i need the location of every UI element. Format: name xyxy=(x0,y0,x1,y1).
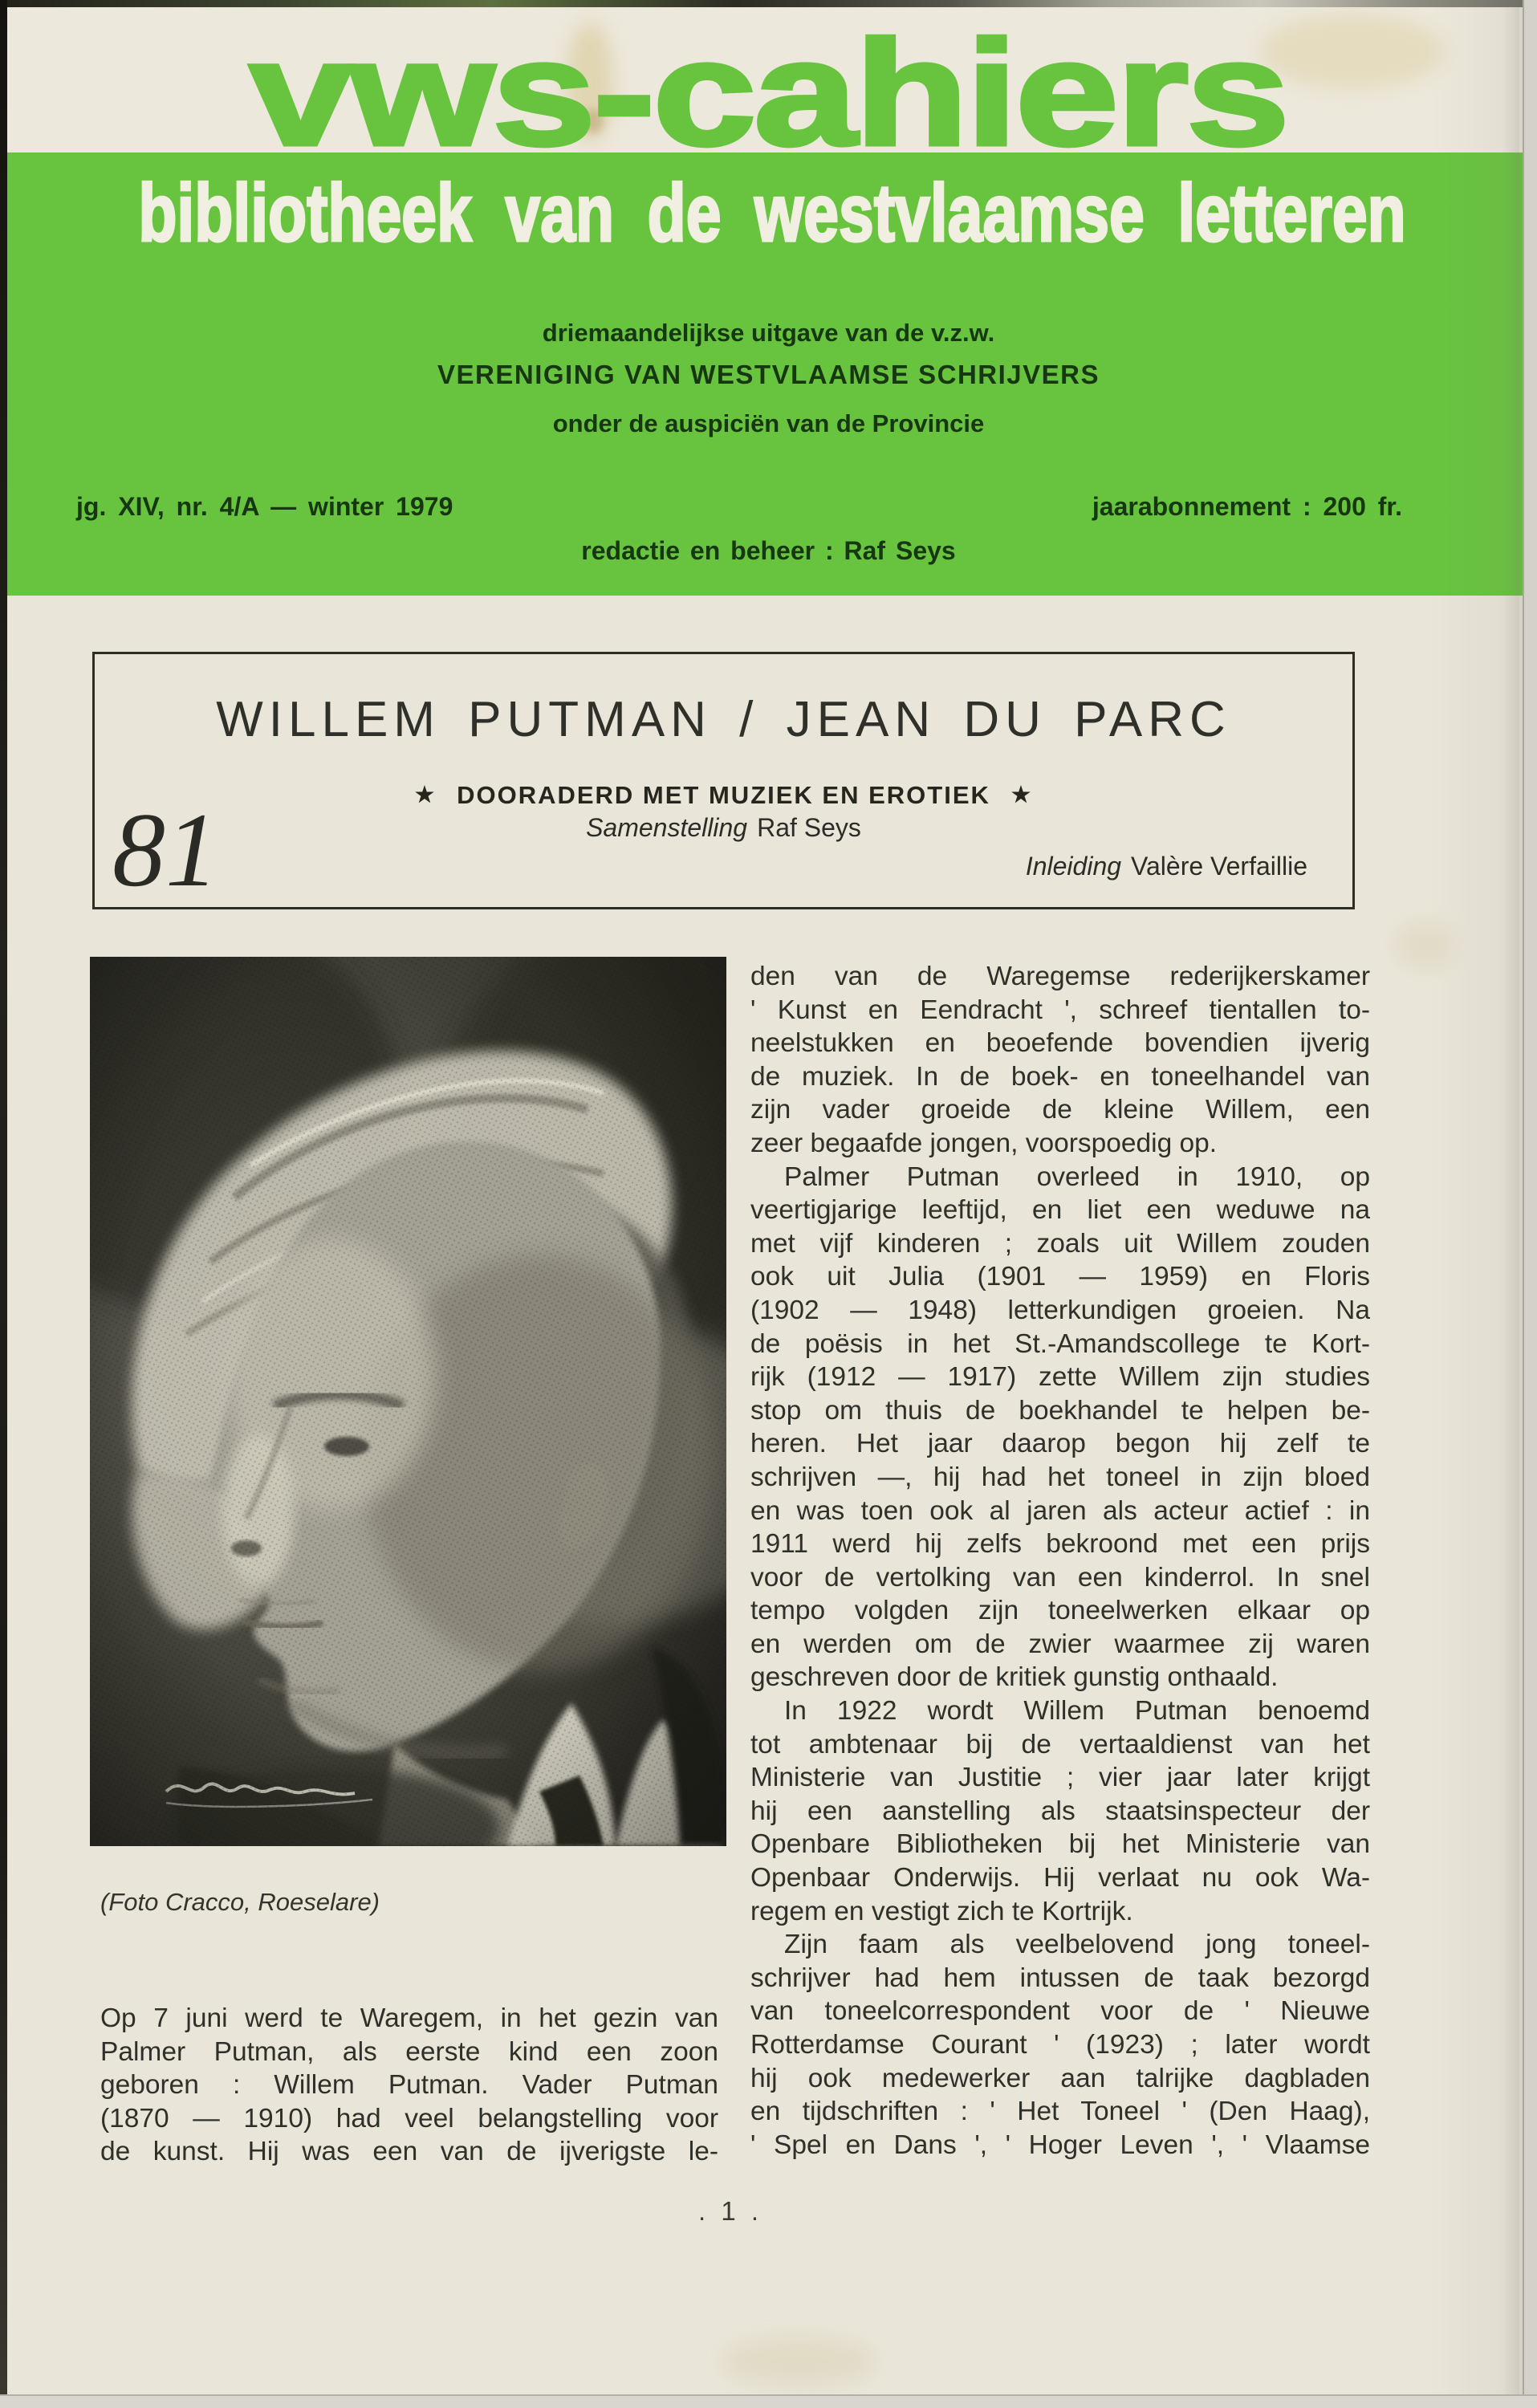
article-column-right xyxy=(750,960,1370,2162)
masthead xyxy=(0,0,1537,177)
text-line: geschreven door de kritiek gunstig onthaald. xyxy=(750,1662,1279,1693)
issue-row xyxy=(76,492,1402,522)
org-line-2: VERENIGING VAN WESTVLAAMSE SCHRIJVERS xyxy=(437,360,1100,389)
text-line: Ministerie van Justitie ; vier jaar later krijgt xyxy=(750,1763,1370,1793)
text-line: schrijver had hem intussen de taak bezorgd xyxy=(750,1963,1370,1993)
text-line: Rotterdamse Courant ' (1923) ; later wordt xyxy=(750,2030,1370,2060)
text-line: en werden om de zwier waarmee zij waren xyxy=(750,1629,1370,1659)
title-box xyxy=(92,652,1355,909)
text-line: voor de vertolking van een kinderrol. In snel xyxy=(750,1562,1370,1592)
photo-caption: (Foto Cracco, Roeselare) xyxy=(100,1888,380,1916)
text-line: Palmer Putman overleed in 1910, op xyxy=(784,1161,1370,1192)
star-icon: ★ xyxy=(1010,783,1033,807)
magazine-subtitle: bibliotheek van de westvlaamse letteren xyxy=(138,168,1406,259)
text-line: de poësis in het St.-Amandscollege te Kort- xyxy=(750,1328,1370,1359)
introduction-name: Valère Verfaillie xyxy=(1131,852,1307,881)
text-line: regem en vestigt zich te Kortrijk. xyxy=(750,1896,1133,1926)
editor-line: redactie en beheer : Raf Seys xyxy=(581,536,956,565)
scan-edge-right xyxy=(1523,0,1537,2408)
text-line: Openbaar Onderwijs. Hij verlaat nu ook Wa- xyxy=(750,1863,1370,1893)
introduction-label: Inleiding xyxy=(1025,852,1122,881)
text-line: veertigjarige leeftijd, en liet een weduwe na xyxy=(750,1195,1370,1226)
subscription-info: jaarabonnement : 200 fr. xyxy=(1092,492,1402,521)
scan-seam-right xyxy=(1502,0,1523,2408)
text-line: en was toen ook al jaren als acteur actief : in xyxy=(750,1495,1370,1526)
text-line: In 1922 wordt Willem Putman benoemd xyxy=(784,1696,1370,1727)
text-line: Zijn faam als veelbelovend jong toneel- xyxy=(784,1930,1370,1960)
compiler-name: Raf Seys xyxy=(757,813,861,842)
text-line: den van de Waregemse rederijkerskamer xyxy=(750,962,1370,991)
scan-edge-left xyxy=(0,0,7,2408)
page-number: . 1 . xyxy=(697,2196,763,2226)
text-line: ' Spel en Dans ', ' Hoger Leven ', ' Vlaamse xyxy=(750,2129,1370,2160)
text-line: 1911 werd hij zelfs bekroond met een prijs xyxy=(750,1529,1370,1560)
text-line: van toneelcorrespondent voor de ' Nieuwe xyxy=(750,1996,1370,2027)
authors-title: WILLEM PUTMAN / JEAN DU PARC xyxy=(216,692,1231,747)
portrait-photo-art xyxy=(90,957,726,1846)
text-line: en tijdschriften : ' Het Toneel ' (Den Haag), xyxy=(750,2097,1370,2127)
org-line-3: onder de auspiciën van de Provincie xyxy=(552,409,985,437)
text-line: Openbare Bibliotheken bij het Ministerie van xyxy=(750,1829,1370,1860)
green-band xyxy=(0,153,1537,596)
text-line: met vijf kinderen ; zoals uit Willem zouden xyxy=(750,1228,1370,1259)
article-column-left xyxy=(100,2002,718,2169)
star-icon: ★ xyxy=(414,783,437,807)
text-line: (1870 — 1910) had veel belangstelling voor xyxy=(100,2103,718,2133)
scan-edge-bottom xyxy=(0,2394,1537,2408)
text-line: geboren : Willem Putman. Vader Putman xyxy=(100,2070,718,2101)
text-line: rijk (1912 — 1917) zette Willem zijn studies xyxy=(750,1362,1370,1393)
text-line: heren. Het jaar daarop begon hij zelf te xyxy=(750,1429,1370,1459)
text-line: tot ambtenaar bij de vertaaldienst van het xyxy=(750,1729,1370,1759)
text-line: schrijven —, hij had het toneel in zijn bloed xyxy=(750,1462,1370,1492)
text-line: de muziek. In de boek- en toneelhandel van xyxy=(750,1061,1370,1092)
issue-info: jg. XIV, nr. 4/A — winter 1979 xyxy=(76,492,453,521)
org-line-1: driemaandelijkse uitgave van de v.z.w. xyxy=(542,319,995,347)
compiler-label: Samenstelling xyxy=(586,813,748,842)
magazine-title: vws-cahiers xyxy=(249,10,1288,177)
paper-stain xyxy=(1397,923,1453,968)
text-line: stop om thuis de boekhandel te helpen be- xyxy=(750,1395,1370,1426)
text-line: ook uit Julia (1901 — 1959) en Floris xyxy=(750,1262,1370,1292)
tagline-text: DOORADERD MET MUZIEK EN EROTIEK xyxy=(457,781,990,809)
text-line: zijn vader groeide de kleine Willem, een xyxy=(750,1095,1370,1125)
text-line: de kunst. Hij was een van de ijverigste le- xyxy=(100,2137,718,2167)
text-line: tempo volgden zijn toneelwerken elkaar op xyxy=(750,1596,1370,1626)
text-line: ' Kunst en Eendracht ', schreef tientallen to- xyxy=(750,995,1370,1025)
issue-number: 81 xyxy=(112,791,218,909)
text-line: zeer begaafde jongen, voorspoedig op. xyxy=(750,1128,1218,1158)
paper-stain xyxy=(722,2337,875,2386)
text-line: hij een aanstelling als staatsinspecteur der xyxy=(750,1796,1370,1826)
portrait-photo xyxy=(90,957,726,1846)
scan-edge-top xyxy=(0,0,1537,7)
text-line: (1902 — 1948) letterkundigen groeien. Na xyxy=(750,1295,1370,1325)
tagline xyxy=(95,781,1352,810)
text-line: hij ook medewerker aan talrijke dagbladen xyxy=(750,2063,1370,2093)
text-line: Op 7 juni werd te Waregem, in het gezin van xyxy=(100,2003,718,2033)
text-line: Palmer Putman, als eerste kind een zoon xyxy=(100,2036,718,2067)
text-line: neelstukken en beoefende bovendien ijverig xyxy=(750,1028,1370,1059)
introduction-credit xyxy=(1026,852,1307,881)
compiler-credit xyxy=(95,813,1352,843)
